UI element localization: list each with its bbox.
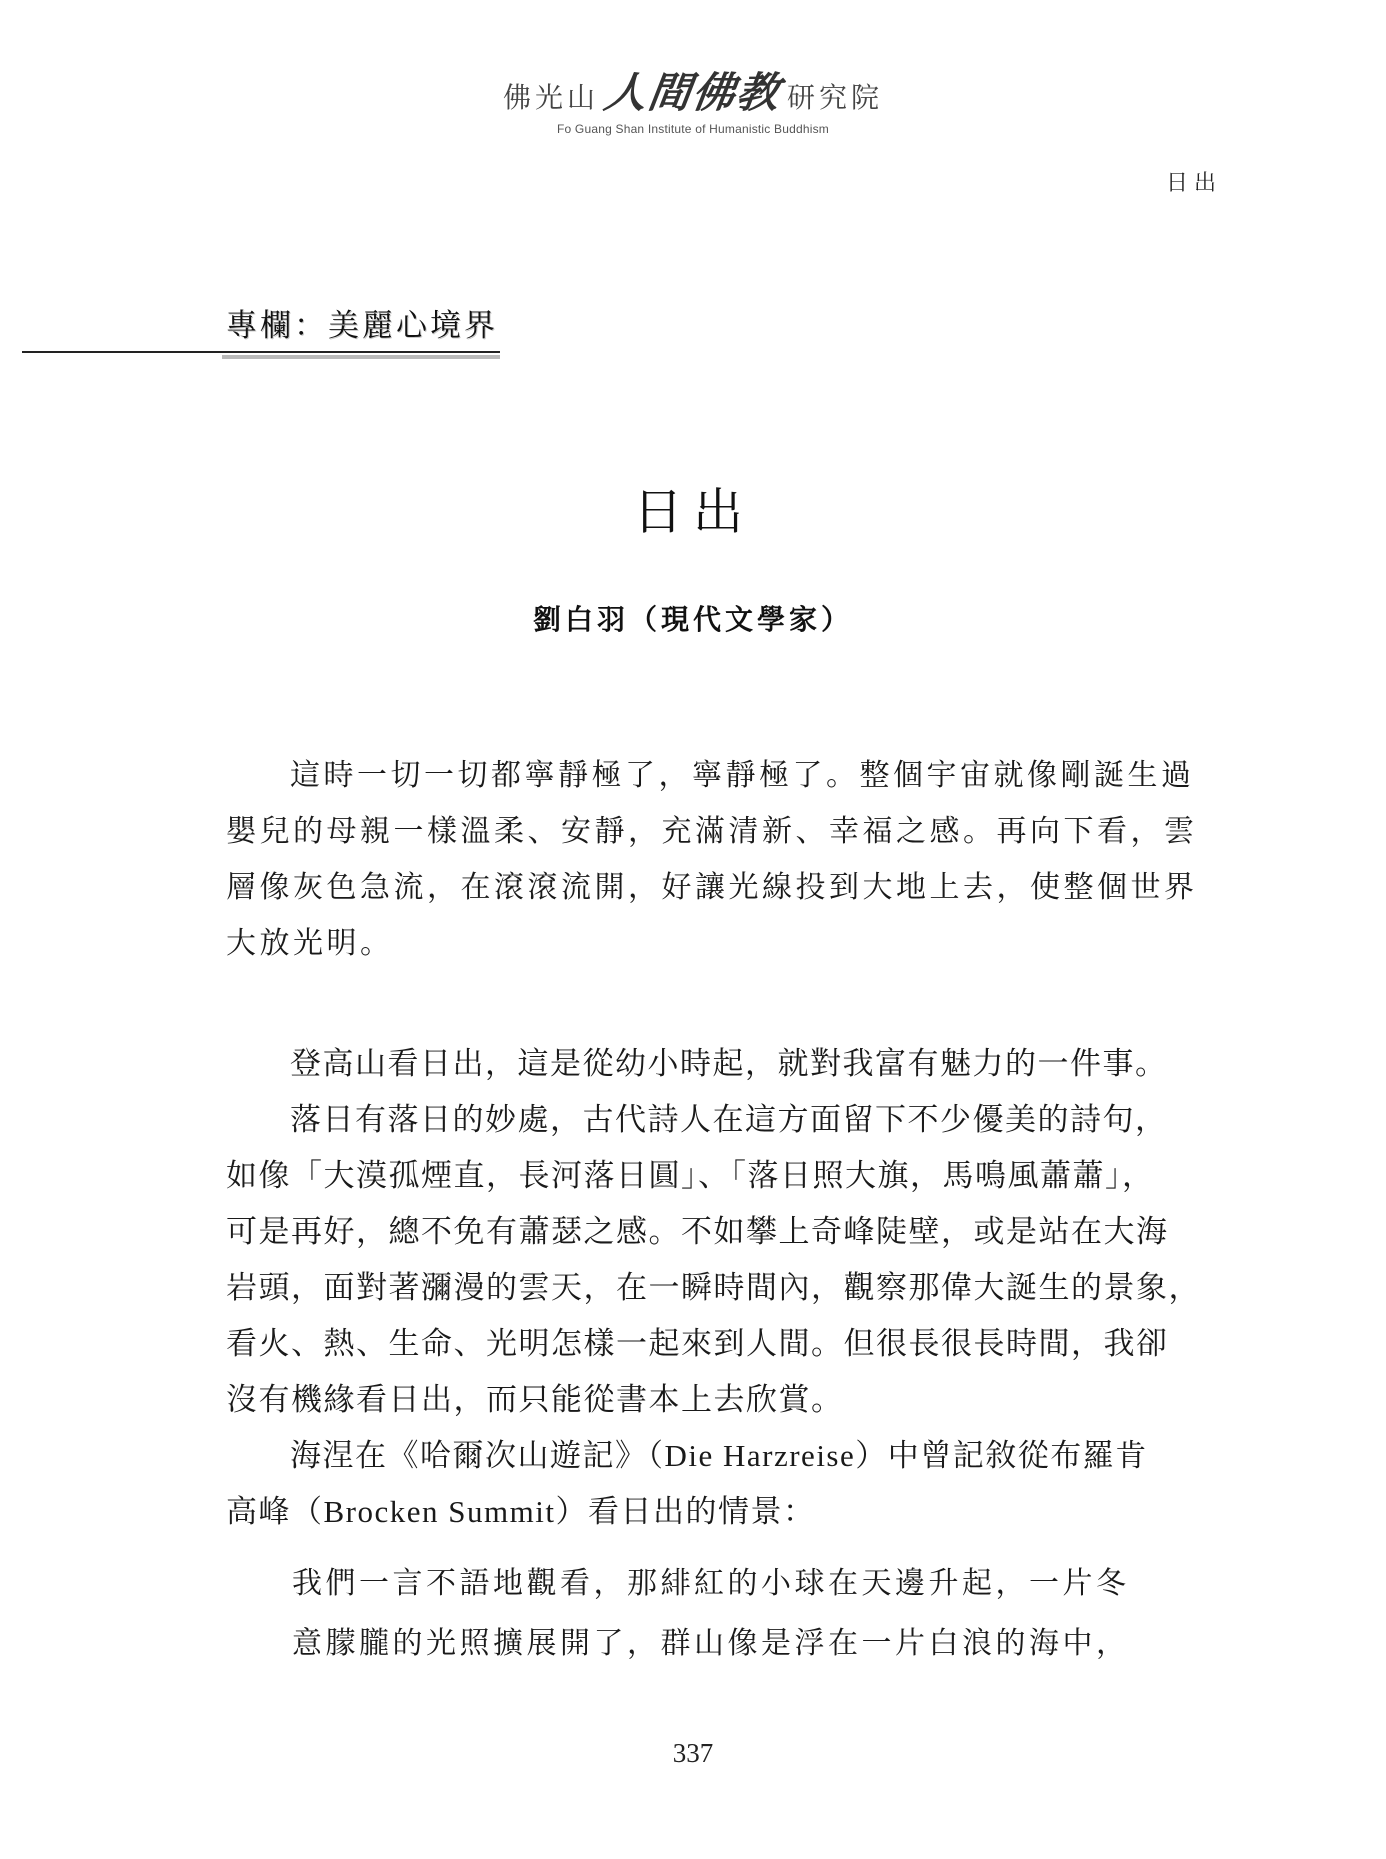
paragraph-line: 這時一切一切都寧靜極了，寧靜極了。整個宇宙就像剛誕生過 (290, 758, 1195, 793)
paragraph-line: 落日有落日的妙處，古代詩人在這方面留下不少優美的詩句， (290, 1102, 1168, 1137)
page-number: 337 (672, 1738, 714, 1768)
intro-paragraph (226, 748, 1216, 972)
paragraph-line: 可是再好，總不免有蕭瑟之感。不如攀上奇峰陡壁，或是站在大海 (226, 1214, 1169, 1249)
block-quote (292, 1554, 1192, 1674)
institute-logo (0, 60, 1386, 136)
logo-text-left: 佛光山 (502, 81, 599, 114)
article-title: 日出 (633, 483, 753, 541)
column-rule-shadow (222, 355, 500, 359)
paragraph-line: 如像「大漠孤煙直，長河落日圓」、「落日照大旗，馬鳴風蕭蕭」， (226, 1158, 1155, 1193)
article-author: 劉白羽（現代文學家） (532, 603, 853, 636)
logo-text-right: 研究院 (787, 81, 884, 114)
quote-line: 意朦朧的光照擴展開了，群山像是浮在一片白浪的海中， (292, 1626, 1130, 1661)
column-rule (22, 351, 500, 353)
paragraph-line: 沒有機緣看日出，而只能從書本上去欣賞。 (226, 1382, 844, 1417)
logo-subtitle: Fo Guang Shan Institute of Humanistic Buddhism (556, 122, 829, 136)
paragraph-line: 岩頭，面對著瀰漫的雲天，在一瞬時間內，觀察那偉大誕生的景象， (226, 1270, 1201, 1305)
paragraph-line: 大放光明。 (226, 926, 394, 961)
paragraph-line: 登高山看日出，這是從幼小時起，就對我富有魅力的一件事。 (290, 1046, 1168, 1081)
paragraph-line: 海涅在《哈爾次山遊記》（Die Harzreise）中曾記敘從布羅肯 (290, 1438, 1148, 1473)
column-label: 專欄：美麗心境界 (226, 308, 498, 344)
logo-text-brush: 人間佛教 (601, 68, 785, 117)
main-body (226, 1036, 1216, 1540)
paragraph-line: 層像灰色急流，在滾滾流開，好讓光線投到大地上去，使整個世界 (226, 870, 1198, 905)
quote-line: 我們一言不語地觀看，那緋紅的小球在天邊升起，一片冬 (292, 1566, 1130, 1601)
running-header-title: 日出 (1165, 171, 1222, 196)
paragraph-line: 看火、熱、生命、光明怎樣一起來到人間。但很長很長時間，我卻 (226, 1326, 1169, 1361)
logo-mark (503, 60, 883, 120)
paragraph-line: 高峰（Brocken Summit）看日出的情景： (226, 1494, 816, 1529)
paragraph-line: 嬰兒的母親一樣溫柔、安靜，充滿清新、幸福之感。再向下看，雲 (226, 814, 1198, 849)
